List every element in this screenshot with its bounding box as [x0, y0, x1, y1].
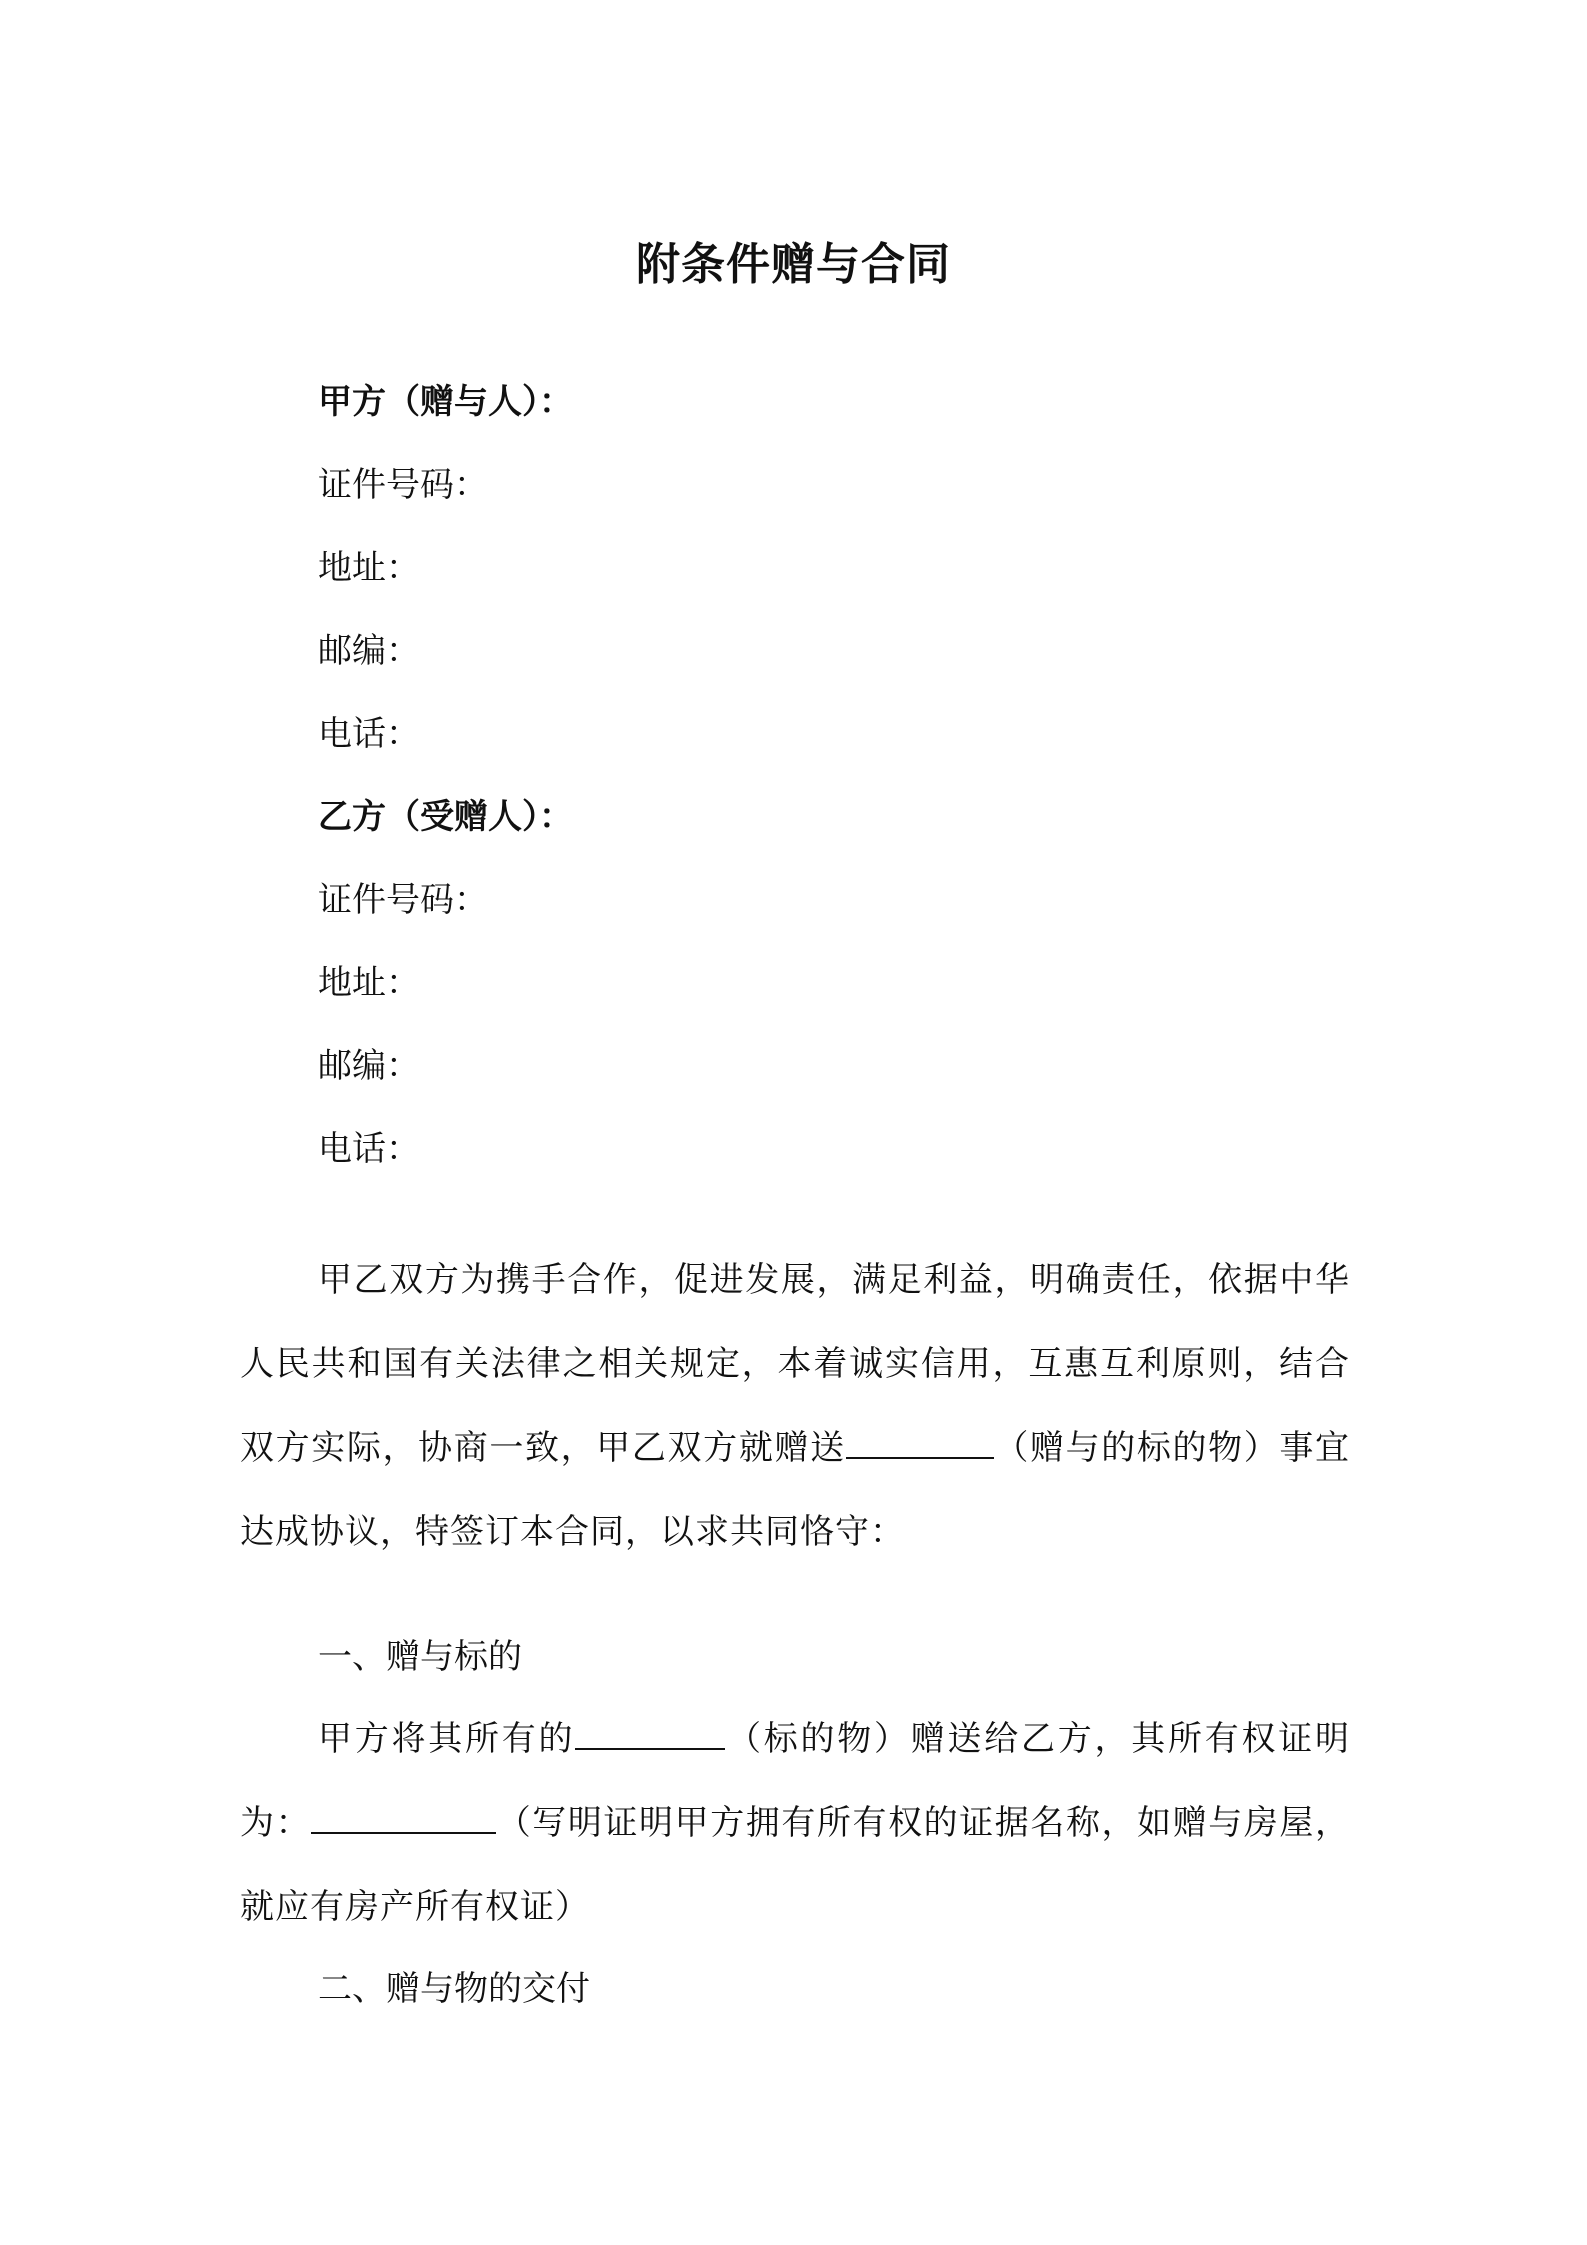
party-a-postcode-label: 邮编：: [318, 631, 420, 671]
section-1-text-part2: （标的物）赠送给乙方，其所有权证明为：: [240, 1719, 1350, 1843]
party-a-id-number-label: 证件号码：: [318, 465, 488, 505]
preamble-text-part1: 甲乙双方为携手合作，促进发展，满足利益，明确责任，依据中华人民共和国有关法律之相关规定，本着诚实信用，互惠互利原则，结合双方实际，协商一致，甲乙双方就赠送: [240, 1260, 1350, 1468]
section-1-heading: 一、赠与标的: [318, 1637, 522, 1677]
gift-item-blank: [846, 1419, 994, 1459]
preamble-paragraph: [240, 1238, 1350, 1574]
section-2-heading: 二、赠与物的交付: [318, 1969, 590, 2009]
party-b-address-label: 地址：: [318, 963, 420, 1003]
party-a-phone-label: 电话：: [318, 714, 420, 754]
party-b-id-number-label: 证件号码：: [318, 880, 488, 920]
party-b-postcode-label: 邮编：: [318, 1046, 420, 1086]
party-b-heading: 乙方（受赠人）：: [318, 797, 573, 837]
document-title: 附条件赠与合同: [636, 239, 951, 290]
party-b-phone-label: 电话：: [318, 1129, 420, 1169]
preamble-text-part2: （赠与的标的物）事宜达成协议，特签订本合同，以求共同恪守：: [240, 1428, 1350, 1552]
party-a-heading: 甲方（赠与人）：: [318, 382, 573, 422]
subject-matter-blank: [575, 1710, 725, 1750]
section-1-text-part1: 甲方将其所有的: [318, 1719, 576, 1759]
section-1-paragraph: [240, 1697, 1350, 1949]
section-1-text-part3: （写明证明甲方拥有所有权的证据名称，如赠与房屋，就应有房产所有权证）: [240, 1803, 1351, 1927]
ownership-proof-blank: [311, 1794, 496, 1834]
party-a-address-label: 地址：: [318, 548, 420, 588]
